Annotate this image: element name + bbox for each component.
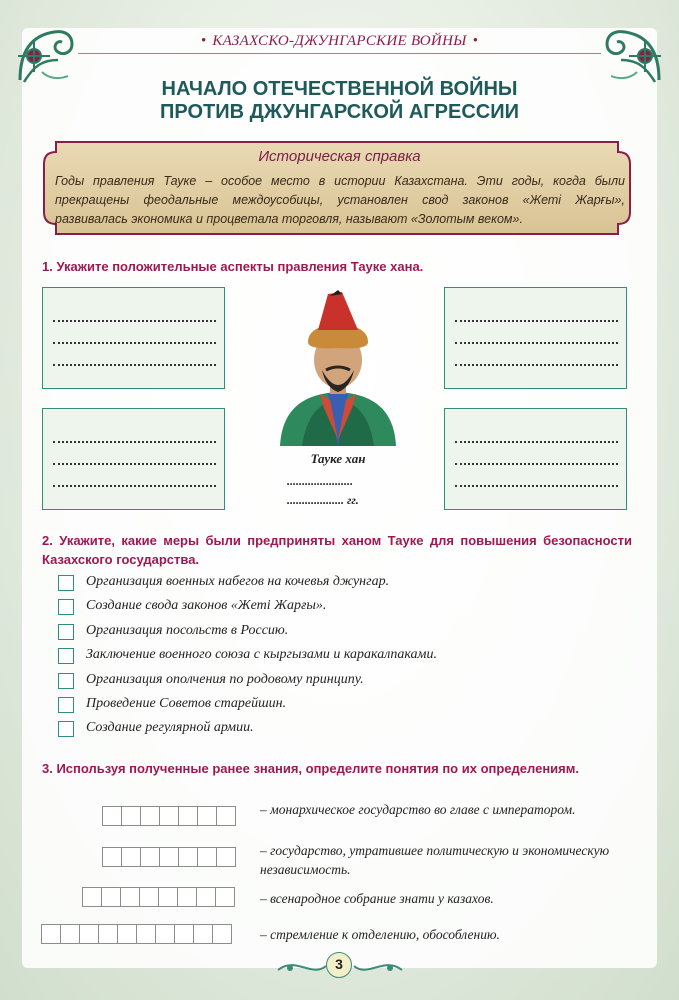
page-title-line1: НАЧАЛО ОТЕЧЕСТВЕННОЙ ВОЙНЫ (161, 78, 518, 100)
question-3: 3. Используя полученные ранее знания, определите понятия по их определениям. (42, 761, 579, 776)
info-text: Годы правления Тауке – особое место в истории Казахстана. Эти годы, когда были прекращены феодальные междоусобицы, установлен свод законов «Жеті Жарғы», развивалась экономика и процветала торговля, называют «Золотым веком». (55, 174, 625, 226)
option-checkbox[interactable] (58, 575, 74, 591)
option-checkbox[interactable] (58, 624, 74, 640)
page-number: 3 (326, 952, 352, 978)
question-1: 1. Укажите положительные аспекты правления Тауке хана. (42, 259, 424, 274)
option-label: Проведение Советов старейшин. (86, 696, 287, 711)
answer-box-bottom-left[interactable] (42, 408, 225, 510)
option-checkbox[interactable] (58, 599, 74, 615)
option-checkbox[interactable] (58, 721, 74, 737)
question-2: 2. Укажите, какие меры были предприняты ханом Тауке для повышения безопасности Казахского государства. (42, 533, 632, 567)
header-bullet: • (472, 33, 479, 49)
portrait-years-line[interactable]: ................... гг. (287, 493, 359, 507)
option-label: Создание свода законов «Жеті Жарғы». (86, 598, 327, 613)
portrait-dates-line[interactable]: ...................... (287, 474, 353, 488)
answer-box-top-right[interactable] (444, 287, 627, 389)
section-title: КАЗАХСКО-ДЖУНГАРСКИЕ ВОЙНЫ (212, 33, 467, 49)
option-label: Создание регулярной армии. (86, 720, 254, 735)
option-checkbox[interactable] (58, 648, 74, 664)
info-title: Историческая справка (258, 148, 421, 165)
definition-1: – монархическое государство во главе с императором. (260, 802, 576, 817)
answer-cells-4[interactable] (42, 924, 232, 944)
portrait-caption: Тауке хан (310, 451, 366, 466)
definition-3: – всенародное собрание знати у казахов. (260, 891, 494, 906)
answer-box-bottom-right[interactable] (444, 408, 627, 510)
section-header (0, 33, 679, 50)
definition-4: – стремление к отделению, обособлению. (260, 927, 500, 942)
answer-cells-1[interactable] (103, 806, 236, 826)
definition-2: – государство, утратившее политическую и экономическую независимость. (260, 843, 610, 877)
page-title-line2: ПРОТИВ ДЖУНГАРСКОЙ АГРЕССИИ (160, 101, 519, 123)
tauke-khan-portrait (272, 290, 404, 446)
header-bullet: • (200, 33, 207, 49)
option-label: Организация ополчения по родовому принципу. (86, 672, 364, 687)
answer-cells-3[interactable] (83, 887, 235, 907)
page-title (0, 78, 679, 124)
answer-box-top-left[interactable] (42, 287, 225, 389)
option-checkbox[interactable] (58, 673, 74, 689)
answer-cells-2[interactable] (103, 847, 236, 867)
option-checkbox[interactable] (58, 697, 74, 713)
option-label: Заключение военного союза с кыргызами и каракалпаками. (86, 647, 437, 662)
header-divider (78, 53, 601, 54)
option-label: Организация посольств в Россию. (86, 623, 289, 638)
option-label: Организация военных набегов на кочевья джунгар. (86, 574, 390, 589)
